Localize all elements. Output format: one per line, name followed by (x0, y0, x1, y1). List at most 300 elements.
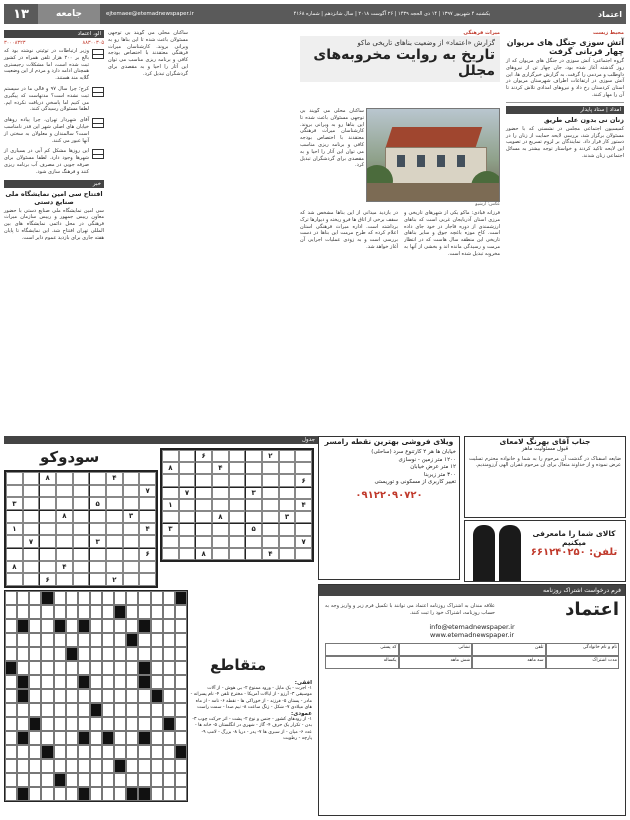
crossword-cell[interactable] (78, 689, 90, 703)
crossword-cell[interactable] (54, 787, 66, 801)
crossword-cell[interactable] (29, 703, 41, 717)
sudoku-cell[interactable] (123, 535, 140, 548)
crossword-cell[interactable] (151, 759, 163, 773)
sudoku-cell[interactable] (245, 499, 262, 511)
crossword-cell[interactable] (54, 689, 66, 703)
crossword-cell[interactable] (102, 661, 114, 675)
crossword-cell[interactable] (5, 605, 17, 619)
crossword-cell[interactable] (175, 605, 187, 619)
sudoku-cell[interactable] (179, 462, 196, 474)
subscription-url[interactable]: www.etemadnewspaper.ir (429, 631, 515, 639)
crossword-cell[interactable] (66, 605, 78, 619)
crossword-cell[interactable] (17, 647, 29, 661)
sudoku-cell[interactable] (262, 487, 279, 499)
sudoku-cell[interactable] (39, 535, 56, 548)
sudoku-cell[interactable] (23, 523, 40, 536)
sudoku-cell[interactable]: ۷ (295, 536, 312, 548)
sudoku-cell[interactable]: ۱ (162, 499, 179, 511)
crossword-cell[interactable] (17, 717, 29, 731)
crossword-cell[interactable] (66, 633, 78, 647)
crossword-cell[interactable] (41, 689, 53, 703)
sudoku-cell[interactable] (23, 561, 40, 574)
crossword-cell[interactable] (126, 759, 138, 773)
crossword-cell[interactable] (66, 703, 78, 717)
crossword-cell[interactable] (151, 647, 163, 661)
crossword-cell[interactable] (114, 689, 126, 703)
sudoku-cell[interactable]: ۳ (6, 497, 23, 510)
crossword-cell[interactable] (41, 759, 53, 773)
crossword-cell[interactable] (102, 759, 114, 773)
crossword-cell[interactable] (41, 619, 53, 633)
crossword-cell[interactable] (114, 703, 126, 717)
sudoku-cell[interactable] (262, 499, 279, 511)
crossword-cell[interactable] (163, 661, 175, 675)
crossword-cell[interactable] (175, 787, 187, 801)
sudoku-cell[interactable] (123, 523, 140, 536)
crossword-cell[interactable] (151, 619, 163, 633)
crossword-cell[interactable] (102, 773, 114, 787)
crossword-cell[interactable] (90, 731, 102, 745)
crossword-cell[interactable] (175, 689, 187, 703)
crossword-cell[interactable] (102, 717, 114, 731)
sudoku-cell[interactable] (295, 450, 312, 462)
contact-sms[interactable]: ۳۰۰۰۸۳۲۳ (4, 40, 26, 46)
sudoku-cell[interactable] (179, 548, 196, 560)
crossword-cell[interactable] (102, 633, 114, 647)
crossword-cell[interactable] (126, 731, 138, 745)
crossword-cell[interactable] (90, 605, 102, 619)
sudoku-cell[interactable] (295, 487, 312, 499)
sudoku-cell[interactable] (179, 523, 196, 535)
crossword-cell[interactable] (66, 731, 78, 745)
crossword-cell[interactable] (90, 717, 102, 731)
crossword-cell[interactable] (5, 731, 17, 745)
crossword-cell[interactable] (29, 661, 41, 675)
form-field-duration[interactable]: مدت اشتراک (546, 656, 620, 669)
sudoku-cell[interactable]: ۲ (262, 450, 279, 462)
sudoku-cell[interactable] (139, 573, 156, 586)
crossword-cell[interactable] (114, 647, 126, 661)
crossword-cell[interactable] (126, 647, 138, 661)
crossword-cell[interactable] (17, 605, 29, 619)
sudoku-cell[interactable] (56, 573, 73, 586)
sudoku-cell[interactable]: ۸ (195, 548, 212, 560)
crossword-cell[interactable] (114, 773, 126, 787)
crossword-cell[interactable] (163, 731, 175, 745)
crossword-cell[interactable] (54, 647, 66, 661)
crossword-cell[interactable] (163, 787, 175, 801)
sudoku-cell[interactable] (245, 450, 262, 462)
sudoku-cell[interactable] (229, 462, 246, 474)
crossword-cell[interactable] (114, 787, 126, 801)
sudoku-cell[interactable] (106, 561, 123, 574)
crossword-cell[interactable] (138, 703, 150, 717)
crossword-cell[interactable] (41, 661, 53, 675)
crossword-cell[interactable] (17, 661, 29, 675)
sudoku-cell[interactable] (56, 548, 73, 561)
sudoku-cell[interactable]: ۸ (162, 462, 179, 474)
sudoku-cell[interactable]: ۸ (6, 561, 23, 574)
sudoku-cell[interactable] (295, 523, 312, 535)
sudoku-cell[interactable] (179, 474, 196, 486)
sudoku-cell[interactable] (279, 523, 296, 535)
sudoku-cell[interactable]: ۴ (56, 561, 73, 574)
sudoku-cell[interactable] (162, 536, 179, 548)
sudoku-cell[interactable] (195, 474, 212, 486)
crossword-cell[interactable] (163, 689, 175, 703)
crossword-cell[interactable] (151, 773, 163, 787)
crossword-cell[interactable] (163, 703, 175, 717)
sudoku-cell[interactable] (212, 450, 229, 462)
sudoku-cell[interactable] (195, 499, 212, 511)
contact-phone[interactable]: ۸۸۳۰۰۳۰۵ (82, 40, 104, 46)
crossword-cell[interactable] (151, 745, 163, 759)
crossword-cell[interactable] (175, 619, 187, 633)
crossword-cell[interactable] (151, 675, 163, 689)
sudoku-cell[interactable] (229, 450, 246, 462)
crossword-cell[interactable] (17, 703, 29, 717)
crossword-cell[interactable] (29, 647, 41, 661)
sudoku-cell[interactable] (195, 487, 212, 499)
crossword-cell[interactable] (138, 633, 150, 647)
form-option-6-month[interactable]: شش ماهه (399, 656, 473, 669)
sudoku-cell[interactable] (245, 536, 262, 548)
sudoku-cell[interactable] (23, 485, 40, 498)
crossword-cell[interactable] (66, 661, 78, 675)
sudoku-cell[interactable] (89, 485, 106, 498)
crossword-cell[interactable] (29, 633, 41, 647)
sudoku-cell[interactable] (73, 548, 90, 561)
sudoku-cell[interactable] (56, 472, 73, 485)
crossword-cell[interactable] (163, 647, 175, 661)
crossword-cell[interactable] (5, 647, 17, 661)
sudoku-cell[interactable] (89, 510, 106, 523)
crossword-cell[interactable] (5, 591, 17, 605)
sudoku-cell[interactable] (73, 573, 90, 586)
crossword-cell[interactable] (163, 633, 175, 647)
sudoku-cell[interactable] (89, 573, 106, 586)
crossword-cell[interactable] (66, 759, 78, 773)
crossword-cell[interactable] (29, 605, 41, 619)
crossword-cell[interactable] (5, 675, 17, 689)
crossword-cell[interactable] (151, 661, 163, 675)
sudoku-cell[interactable]: ۷ (179, 487, 196, 499)
crossword-cell[interactable] (41, 717, 53, 731)
crossword-cell[interactable] (114, 675, 126, 689)
promo-ad-phone[interactable]: تلفن: ۶۶۱۲۴۰۲۵۰ (530, 547, 618, 558)
crossword-cell[interactable] (175, 773, 187, 787)
crossword-cell[interactable] (5, 787, 17, 801)
sudoku-cell[interactable]: ۴ (212, 462, 229, 474)
sudoku-cell[interactable] (279, 499, 296, 511)
form-option-1-year[interactable]: یکساله (325, 656, 399, 669)
sudoku-cell[interactable] (123, 485, 140, 498)
crossword-cell[interactable] (151, 703, 163, 717)
crossword-cell[interactable] (138, 605, 150, 619)
crossword-cell[interactable] (175, 731, 187, 745)
crossword-cell[interactable] (5, 703, 17, 717)
crossword-cell[interactable] (175, 703, 187, 717)
crossword-cell[interactable] (90, 647, 102, 661)
sudoku-cell[interactable] (73, 535, 90, 548)
sudoku-cell[interactable]: ۴ (106, 472, 123, 485)
crossword-cell[interactable] (66, 717, 78, 731)
sudoku-cell[interactable]: ۴ (139, 523, 156, 536)
sudoku-cell[interactable]: ۶ (295, 474, 312, 486)
crossword-cell[interactable] (78, 717, 90, 731)
crossword-cell[interactable] (90, 633, 102, 647)
sudoku-cell[interactable] (195, 536, 212, 548)
sudoku-cell[interactable]: ۳ (123, 510, 140, 523)
crossword-cell[interactable] (17, 773, 29, 787)
sudoku-cell[interactable]: ۳ (89, 535, 106, 548)
sudoku-cell[interactable]: ۳ (245, 487, 262, 499)
sudoku-cell[interactable] (73, 523, 90, 536)
crossword-cell[interactable] (54, 703, 66, 717)
crossword-cell[interactable] (163, 773, 175, 787)
crossword-cell[interactable] (5, 745, 17, 759)
sudoku-cell[interactable] (245, 511, 262, 523)
sudoku-cell[interactable] (279, 487, 296, 499)
sudoku-cell[interactable] (73, 497, 90, 510)
crossword-cell[interactable] (126, 689, 138, 703)
crossword-cell[interactable] (66, 773, 78, 787)
sudoku-cell[interactable] (295, 548, 312, 560)
crossword-cell[interactable] (163, 605, 175, 619)
sudoku-cell[interactable] (279, 450, 296, 462)
sudoku-cell[interactable] (245, 474, 262, 486)
form-field-name[interactable]: نام و نام خانوادگی (546, 643, 620, 656)
crossword-cell[interactable] (90, 759, 102, 773)
crossword-cell[interactable] (5, 689, 17, 703)
crossword-cell[interactable] (138, 647, 150, 661)
sudoku-cell[interactable] (262, 511, 279, 523)
crossword-cell[interactable] (151, 591, 163, 605)
sudoku-cell[interactable] (56, 535, 73, 548)
crossword-cell[interactable] (78, 633, 90, 647)
crossword-cell[interactable] (138, 759, 150, 773)
crossword-cell[interactable] (102, 689, 114, 703)
crossword-cell[interactable] (17, 745, 29, 759)
crossword-cell[interactable] (5, 619, 17, 633)
sudoku-cell[interactable] (212, 536, 229, 548)
crossword-cell[interactable] (29, 689, 41, 703)
crossword-cell[interactable] (78, 773, 90, 787)
crossword-cell[interactable] (114, 661, 126, 675)
crossword-cell[interactable] (41, 647, 53, 661)
crossword-cell[interactable] (54, 717, 66, 731)
sudoku-cell[interactable]: ۵ (245, 523, 262, 535)
crossword-cell[interactable] (5, 773, 17, 787)
sudoku-cell[interactable] (195, 462, 212, 474)
crossword-cell[interactable] (151, 717, 163, 731)
sudoku-cell[interactable] (179, 536, 196, 548)
sudoku-cell[interactable] (179, 511, 196, 523)
sudoku-cell[interactable] (162, 450, 179, 462)
crossword-cell[interactable] (78, 591, 90, 605)
crossword-cell[interactable] (17, 633, 29, 647)
sudoku-cell[interactable] (6, 548, 23, 561)
crossword-cell[interactable] (151, 605, 163, 619)
crossword-cell[interactable] (114, 717, 126, 731)
crossword-cell[interactable] (54, 745, 66, 759)
crossword-cell[interactable] (151, 731, 163, 745)
sudoku-cell[interactable] (245, 462, 262, 474)
form-field-postal-code[interactable]: کد پستی (325, 643, 399, 656)
crossword-cell[interactable] (90, 675, 102, 689)
sudoku-cell[interactable] (89, 548, 106, 561)
crossword-cell[interactable] (102, 787, 114, 801)
crossword-cell[interactable] (114, 591, 126, 605)
sudoku-cell[interactable] (162, 474, 179, 486)
crossword-cell[interactable] (29, 773, 41, 787)
sudoku-cell[interactable] (39, 485, 56, 498)
crossword-cell[interactable] (138, 591, 150, 605)
sudoku-cell[interactable] (39, 510, 56, 523)
sudoku-cell[interactable]: ۶ (139, 548, 156, 561)
crossword-cell[interactable] (29, 619, 41, 633)
sudoku-cell[interactable] (162, 548, 179, 560)
crossword-cell[interactable] (29, 745, 41, 759)
sudoku-cell[interactable] (106, 523, 123, 536)
sudoku-cell[interactable] (179, 499, 196, 511)
crossword-cell[interactable] (66, 689, 78, 703)
sudoku-cell[interactable]: ۷ (139, 485, 156, 498)
crossword-cell[interactable] (41, 787, 53, 801)
sudoku-cell[interactable] (212, 499, 229, 511)
crossword-cell[interactable] (90, 619, 102, 633)
sudoku-cell[interactable] (212, 474, 229, 486)
sudoku-cell[interactable]: ۸ (56, 510, 73, 523)
crossword-cell[interactable] (126, 703, 138, 717)
sudoku-cell[interactable] (106, 535, 123, 548)
sudoku-cell[interactable] (139, 510, 156, 523)
sudoku-cell[interactable]: ۶ (195, 450, 212, 462)
sudoku-cell[interactable] (73, 472, 90, 485)
crossword-cell[interactable] (102, 675, 114, 689)
sudoku-cell[interactable] (23, 472, 40, 485)
sudoku-cell[interactable] (6, 573, 23, 586)
crossword-cell[interactable] (175, 675, 187, 689)
crossword-cell[interactable] (90, 661, 102, 675)
crossword-cell[interactable] (41, 605, 53, 619)
sudoku-cell[interactable] (39, 523, 56, 536)
sudoku-cell[interactable] (89, 561, 106, 574)
crossword-cell[interactable] (41, 675, 53, 689)
crossword-cell[interactable] (41, 731, 53, 745)
sudoku-cell[interactable] (212, 548, 229, 560)
crossword-cell[interactable] (126, 745, 138, 759)
crossword-cell[interactable] (41, 703, 53, 717)
sudoku-cell[interactable] (229, 499, 246, 511)
crossword-cell[interactable] (163, 745, 175, 759)
sudoku-cell[interactable] (279, 536, 296, 548)
sudoku-cell[interactable] (245, 548, 262, 560)
sudoku-cell[interactable] (56, 497, 73, 510)
crossword-cell[interactable] (90, 745, 102, 759)
crossword-cell[interactable] (102, 647, 114, 661)
crossword-cell[interactable] (102, 591, 114, 605)
form-field-phone[interactable]: تلفن (472, 643, 546, 656)
crossword-cell[interactable] (138, 717, 150, 731)
crossword-cell[interactable] (54, 591, 66, 605)
crossword-cell[interactable] (163, 675, 175, 689)
sudoku-cell[interactable] (229, 487, 246, 499)
sudoku-cell[interactable] (229, 474, 246, 486)
crossword-cell[interactable] (29, 731, 41, 745)
crossword-cell[interactable] (114, 619, 126, 633)
crossword-cell[interactable] (126, 591, 138, 605)
crossword-cell[interactable] (90, 773, 102, 787)
crossword-cell[interactable] (163, 619, 175, 633)
crossword-cell[interactable] (126, 661, 138, 675)
sudoku-cell[interactable]: ۳ (162, 523, 179, 535)
sudoku-cell[interactable]: ۱ (6, 523, 23, 536)
sudoku-cell[interactable] (139, 472, 156, 485)
sudoku-cell[interactable] (262, 474, 279, 486)
crossword-cell[interactable] (29, 675, 41, 689)
crossword-cell[interactable] (29, 787, 41, 801)
sudoku-cell[interactable] (123, 497, 140, 510)
crossword-cell[interactable] (90, 787, 102, 801)
sudoku-cell[interactable] (262, 536, 279, 548)
crossword-cell[interactable] (5, 717, 17, 731)
crossword-cell[interactable] (138, 773, 150, 787)
crossword-cell[interactable] (78, 703, 90, 717)
crossword-cell[interactable] (102, 703, 114, 717)
sudoku-cell[interactable] (123, 548, 140, 561)
crossword-cell[interactable] (126, 675, 138, 689)
crossword-cell[interactable] (138, 745, 150, 759)
sudoku-cell[interactable] (6, 510, 23, 523)
crossword-cell[interactable] (66, 745, 78, 759)
sudoku-cell[interactable]: ۷ (23, 535, 40, 548)
sudoku-cell[interactable] (179, 450, 196, 462)
sudoku-cell[interactable]: ۸ (212, 511, 229, 523)
crossword-cell[interactable] (90, 689, 102, 703)
crossword-cell[interactable] (151, 787, 163, 801)
sudoku-cell[interactable] (106, 510, 123, 523)
crossword-cell[interactable] (78, 759, 90, 773)
sudoku-cell[interactable] (139, 497, 156, 510)
crossword-cell[interactable] (102, 745, 114, 759)
sudoku-cell[interactable] (106, 485, 123, 498)
crossword-cell[interactable] (175, 717, 187, 731)
sudoku-cell[interactable] (229, 523, 246, 535)
crossword-cell[interactable] (163, 759, 175, 773)
sudoku-cell[interactable]: ۶ (39, 573, 56, 586)
crossword-cell[interactable] (54, 759, 66, 773)
crossword-cell[interactable] (175, 661, 187, 675)
sudoku-cell[interactable] (229, 548, 246, 560)
sudoku-cell[interactable]: ۴ (262, 548, 279, 560)
crossword-cell[interactable] (41, 633, 53, 647)
crossword-cell[interactable] (5, 759, 17, 773)
villa-ad-phone[interactable]: ۰۹۱۲۲۰۹۰۷۲۰ (355, 489, 423, 501)
sudoku-cell[interactable] (39, 561, 56, 574)
sudoku-cell[interactable] (6, 485, 23, 498)
sudoku-cell[interactable] (106, 497, 123, 510)
crossword-cell[interactable] (41, 773, 53, 787)
crossword-cell[interactable] (90, 591, 102, 605)
sudoku-cell[interactable] (139, 535, 156, 548)
sudoku-cell[interactable] (262, 462, 279, 474)
sudoku-cell[interactable] (195, 523, 212, 535)
crossword-cell[interactable] (151, 633, 163, 647)
sudoku-cell[interactable] (39, 497, 56, 510)
crossword-cell[interactable] (66, 675, 78, 689)
sudoku-cell[interactable]: ۵ (89, 497, 106, 510)
